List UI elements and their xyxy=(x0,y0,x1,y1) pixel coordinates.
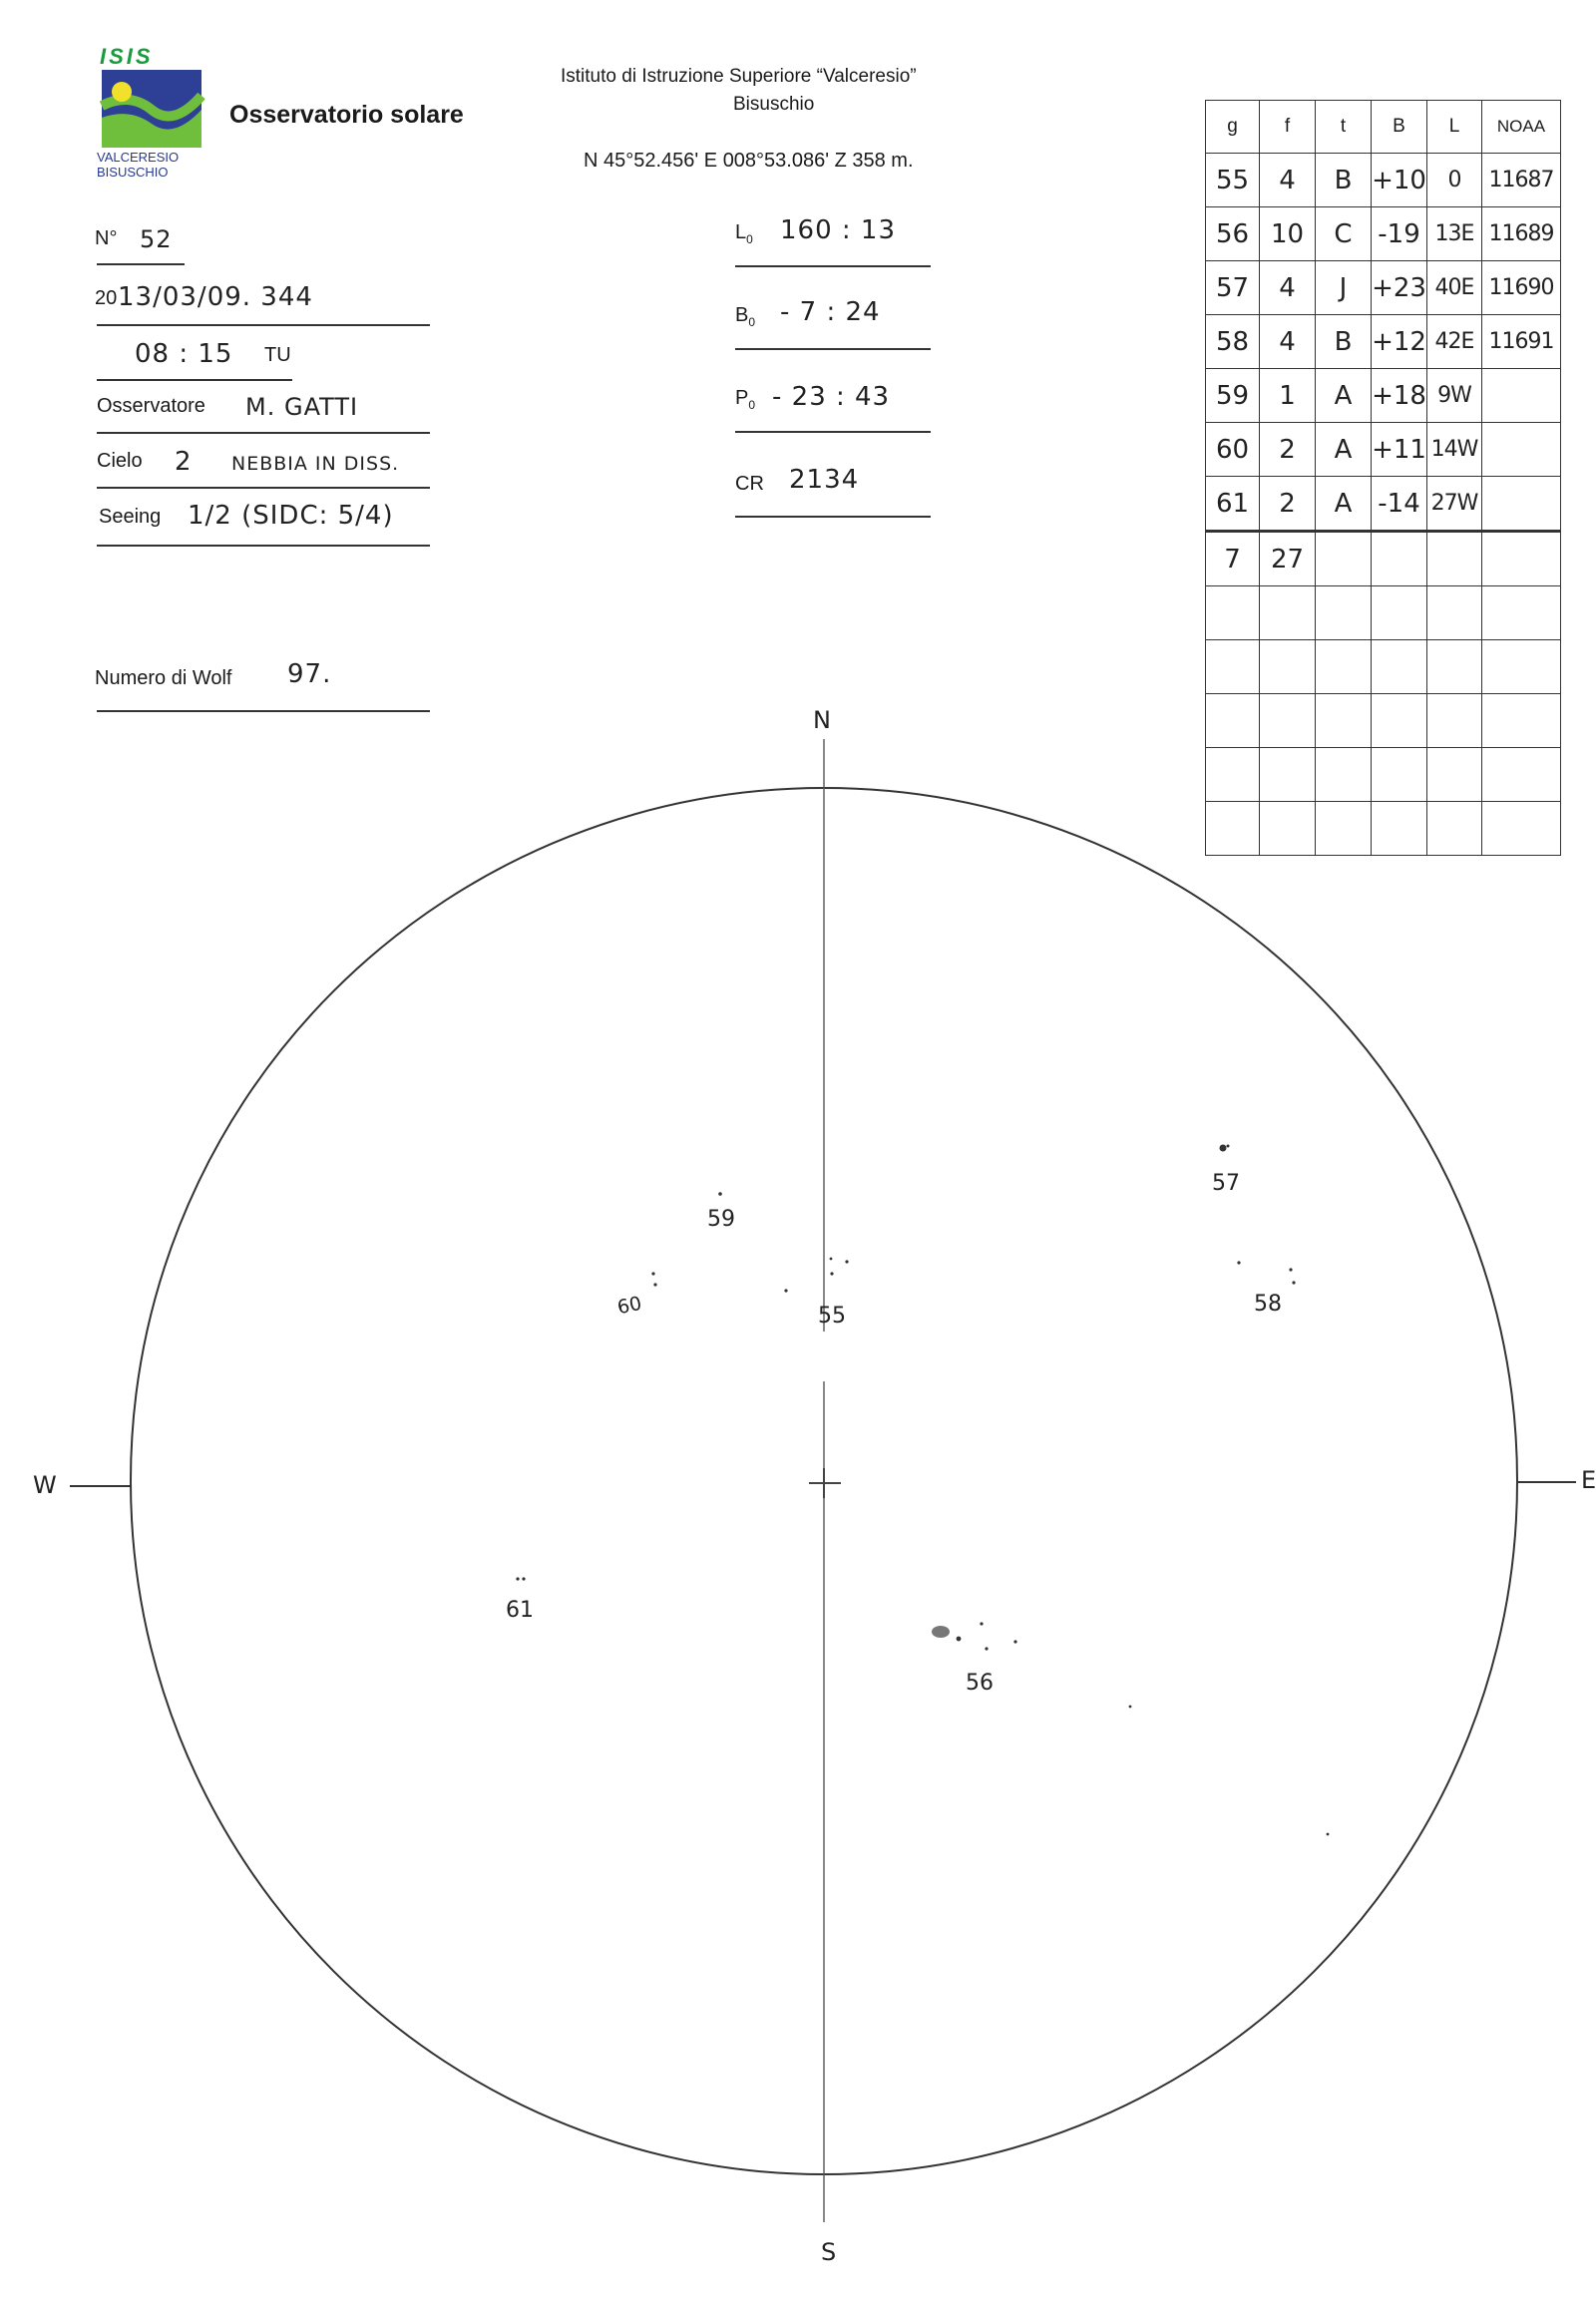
sunspot-56-main xyxy=(932,1626,950,1638)
east-label: E xyxy=(1581,1466,1596,1494)
sunspot-55c xyxy=(845,1260,848,1263)
sky-value: 2 xyxy=(175,447,193,477)
logo-text-bisuschio: BISUSCHIO xyxy=(97,165,169,180)
cell-t: C xyxy=(1316,207,1372,261)
cell-g: 55 xyxy=(1206,154,1260,207)
school-town: Bisuschio xyxy=(733,94,815,115)
cr-label: CR xyxy=(735,473,764,495)
sunspot-55d xyxy=(830,1258,833,1261)
cell-t: A xyxy=(1316,369,1372,423)
date-prefix: 20 xyxy=(95,287,118,309)
group-label-61: 61 xyxy=(506,1598,534,1623)
header-t: t xyxy=(1316,101,1372,154)
wolf-number-label: Numero di Wolf xyxy=(95,667,232,689)
cell-f: 2 xyxy=(1260,477,1316,532)
cell-f: 4 xyxy=(1260,261,1316,315)
sunspot-60a xyxy=(651,1272,654,1275)
cell-f: 4 xyxy=(1260,154,1316,207)
cell-b: +11 xyxy=(1372,423,1427,477)
wolf-number-value: 97. xyxy=(287,659,332,689)
west-label: W xyxy=(33,1471,57,1499)
p0-label: $P_0$ xyxy=(735,387,756,412)
header-f: f xyxy=(1260,101,1316,154)
cell-l: 42E xyxy=(1427,315,1482,369)
cell-b: +10 xyxy=(1372,154,1427,207)
sunspot-60b xyxy=(653,1283,656,1286)
sunspot-55a xyxy=(784,1289,787,1292)
group-label-60: 60 xyxy=(614,1292,644,1320)
sunspot-61a xyxy=(516,1577,519,1580)
south-label: S xyxy=(821,2238,837,2266)
header-l: L xyxy=(1427,101,1482,154)
cell-l: 13E xyxy=(1427,207,1482,261)
cell-t: A xyxy=(1316,423,1372,477)
number-label: N° xyxy=(95,227,118,249)
cell-b: -14 xyxy=(1372,477,1427,532)
p0-value: - 23 : 43 xyxy=(772,382,891,412)
observatory-title: Osservatorio solare xyxy=(229,101,464,129)
l0-value: 160 : 13 xyxy=(780,215,896,245)
time-unit: TU xyxy=(264,344,291,366)
observatory-coordinates: N 45°52.456' E 008°53.086' Z 358 m. xyxy=(584,150,914,172)
group-label-56: 56 xyxy=(966,1671,994,1696)
cell-b: +12 xyxy=(1372,315,1427,369)
sunspot-56d xyxy=(985,1647,988,1650)
sunspot-59 xyxy=(718,1192,722,1196)
cell-f: 10 xyxy=(1260,207,1316,261)
group-label-57: 57 xyxy=(1212,1171,1240,1196)
seeing-value: 1/2 (SIDC: 5/4) xyxy=(188,501,394,531)
sunspot-56b xyxy=(957,1637,962,1642)
header-b: B xyxy=(1372,101,1427,154)
cell-g: 59 xyxy=(1206,369,1260,423)
header-g: g xyxy=(1206,101,1260,154)
logo-wordmark: ISIS xyxy=(100,44,154,69)
observation-number: 52 xyxy=(140,225,173,253)
cell-f: 27 xyxy=(1260,532,1316,586)
l0-label: $L_0$ xyxy=(735,221,753,246)
cell-g: 7 xyxy=(1206,532,1260,586)
group-label-55: 55 xyxy=(818,1304,846,1329)
cell-g: 57 xyxy=(1206,261,1260,315)
sunspot-58c xyxy=(1292,1281,1295,1284)
sunspot-61b xyxy=(522,1577,525,1580)
sunspot-58a xyxy=(1237,1261,1240,1264)
sunspot-58b xyxy=(1289,1268,1292,1271)
north-label: N xyxy=(813,706,831,734)
time-value: 08 : 15 xyxy=(135,339,233,369)
cell-l: 14W xyxy=(1427,423,1482,477)
cell-noaa: 11690 xyxy=(1482,261,1561,315)
sunspot-marks xyxy=(516,1145,1329,1836)
school-name: Istituto di Istruzione Superiore “Valceresio” xyxy=(561,66,917,87)
cr-value: 2134 xyxy=(789,465,860,495)
seeing-label: Seeing xyxy=(99,506,162,528)
cell-t: B xyxy=(1316,154,1372,207)
cell-g: 60 xyxy=(1206,423,1260,477)
b0-label: $B_0$ xyxy=(735,304,756,329)
sunspot-stray-1 xyxy=(1129,1706,1132,1709)
cell-g: 61 xyxy=(1206,477,1260,532)
cell-t: A xyxy=(1316,477,1372,532)
cell-b: +18 xyxy=(1372,369,1427,423)
sunspot-56c xyxy=(980,1622,983,1625)
cell-t: B xyxy=(1316,315,1372,369)
cell-b: +23 xyxy=(1372,261,1427,315)
cell-noaa: 11687 xyxy=(1482,154,1561,207)
sunspot-57b xyxy=(1227,1145,1230,1148)
cell-l: 0 xyxy=(1427,154,1482,207)
logo-text-valceresio: VALCERESIO xyxy=(97,150,180,165)
observer-name: M. GATTI xyxy=(245,393,359,421)
cell-f: 2 xyxy=(1260,423,1316,477)
header-noaa: NOAA xyxy=(1482,101,1561,154)
group-label-59: 59 xyxy=(707,1207,735,1232)
cell-g: 58 xyxy=(1206,315,1260,369)
sky-note: NEBBIA IN DISS. xyxy=(231,453,400,475)
cell-f: 1 xyxy=(1260,369,1316,423)
cell-l: 9W xyxy=(1427,369,1482,423)
cell-t: J xyxy=(1316,261,1372,315)
sunspot-56e xyxy=(1013,1640,1016,1643)
group-label-58: 58 xyxy=(1254,1292,1282,1317)
observer-label: Osservatore xyxy=(97,395,205,417)
cell-l: 40E xyxy=(1427,261,1482,315)
sunspot-stray-2 xyxy=(1327,1833,1330,1836)
sunspot-55b xyxy=(830,1272,833,1275)
cell-l: 27W xyxy=(1427,477,1482,532)
date-value: 13/03/09. 344 xyxy=(118,282,313,312)
cell-b: -19 xyxy=(1372,207,1427,261)
sunspot-57 xyxy=(1220,1145,1227,1152)
cell-f: 4 xyxy=(1260,315,1316,369)
b0-value: - 7 : 24 xyxy=(780,297,881,327)
sky-label: Cielo xyxy=(97,450,143,472)
cell-g: 56 xyxy=(1206,207,1260,261)
cell-noaa: 11689 xyxy=(1482,207,1561,261)
cell-noaa: 11691 xyxy=(1482,315,1561,369)
